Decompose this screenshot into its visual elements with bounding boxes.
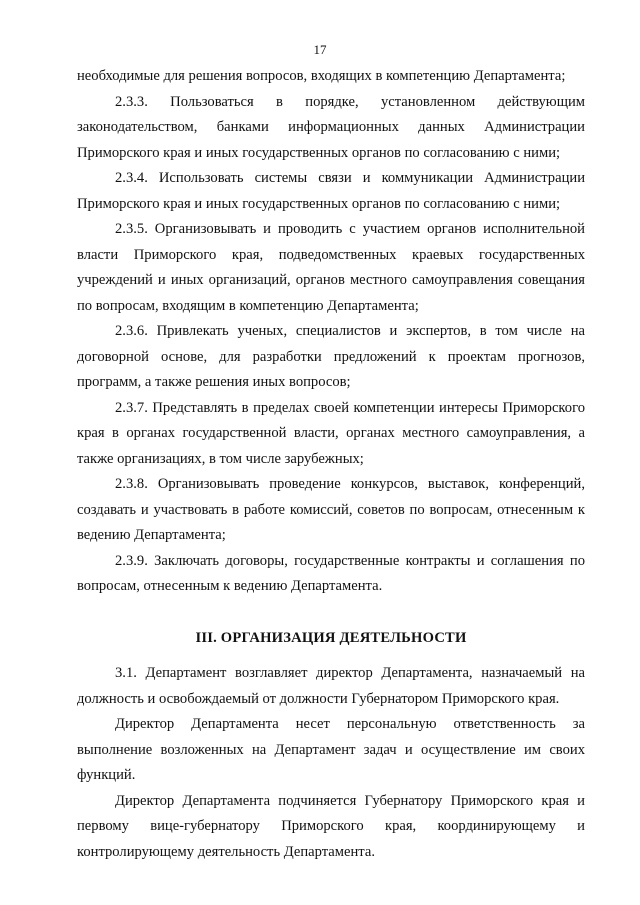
paragraph: 2.3.4. Использовать системы связи и коммуникации Администрации Приморского края и иных государственных органов по согласованию с ними; <box>77 170 585 212</box>
paragraph: 2.3.7. Представлять в пределах своей компетенции интересы Приморского края в органах государственной власти, органах местного самоуправления, а также организациях, в том числе зарубежных; <box>77 399 585 467</box>
paragraph: 2.3.3. Пользоваться в порядке, установленном действующим законодательством, банками информационных данных Администрации Приморского края и иных государственных органов по согласованию с ними; <box>77 93 585 161</box>
paragraph: 3.1. Департамент возглавляет директор Департамента, назначаемый на должность и освобождаемый от должности Губернатором Приморского края. <box>77 665 585 707</box>
section-heading: III. ОРГАНИЗАЦИЯ ДЕЯТЕЛЬНОСТИ <box>195 629 467 646</box>
paragraph: Директор Департамента несет персональную ответственность за выполнение возложенных на Департамент задач и осуществление им своих функций. <box>77 716 585 783</box>
paragraph: необходимые для решения вопросов, входящих в компетенцию Департамента; <box>77 68 566 84</box>
paragraph: 2.3.9. Заключать договоры, государственные контракты и соглашения по вопросам, отнесенным к ведению Департамента. <box>77 552 585 594</box>
paragraph: Директор Департамента подчиняется Губернатору Приморского края и первому вице-губернатору Приморского края, координирующему и контролирующему деятельность Департамента. <box>77 792 585 860</box>
paragraphs-before-section <box>77 64 585 600</box>
page-number: 17 <box>313 42 327 57</box>
paragraph: 2.3.8. Организовывать проведение конкурсов, выставок, конференций, создавать и участвовать в работе комиссий, советов по вопросам, отнесенным к ведению Департамента; <box>77 476 585 543</box>
paragraphs-after-section <box>77 661 585 865</box>
document-body <box>77 64 585 865</box>
paragraph: 2.3.6. Привлекать ученых, специалистов и экспертов, в том числе на договорной основе, для разработки предложений к проектам прогнозов, программ, а также решения иных вопросов; <box>77 323 585 390</box>
paragraph: 2.3.5. Организовывать и проводить с участием органов исполнительной власти Приморского края, подведомственных краевых государственных учреждений и иных организаций, органов местного самоуправления совещания по вопросам, входящим в компетенцию Департамента; <box>77 221 585 314</box>
